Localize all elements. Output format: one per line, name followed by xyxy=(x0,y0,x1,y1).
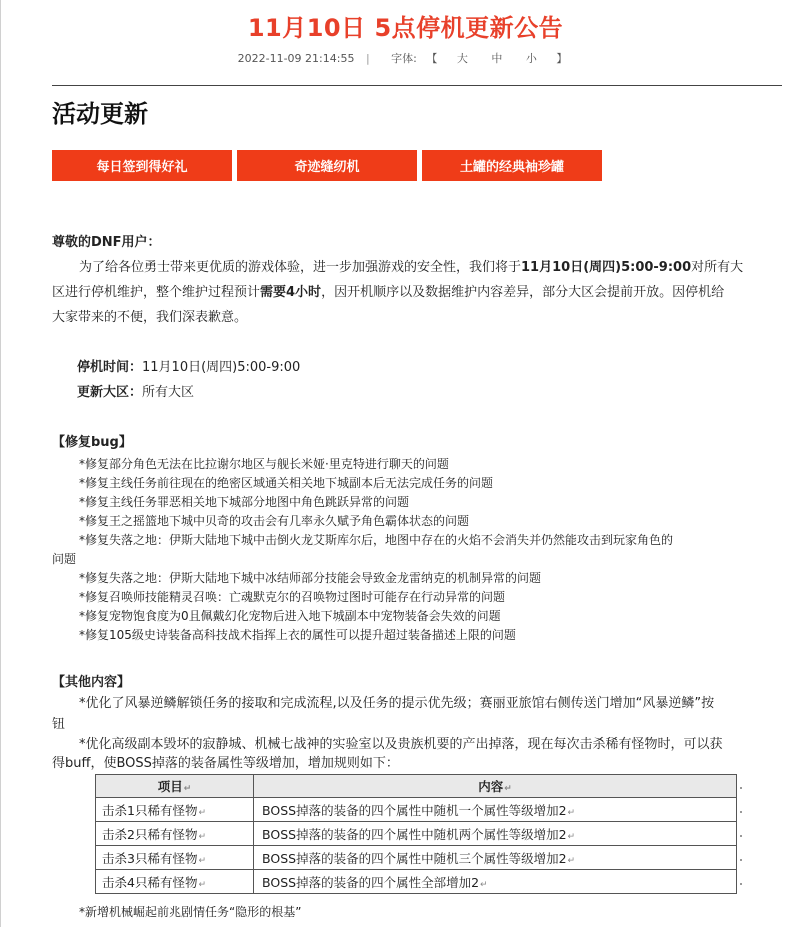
row-end-marker xyxy=(740,883,742,885)
notice-text: 大家带来的不便，我们深表歉意。 xyxy=(52,310,248,325)
paragraph-mark: ↵ xyxy=(198,807,207,818)
list-item: *修复部分角色无法在比拉谢尔地区与舰长米娅·里克特进行聊天的问题 xyxy=(79,457,449,471)
table-cell xyxy=(254,870,737,894)
list-item: *修复失落之地：伊斯大陆地下城中击倒火龙艾斯库尔后，地图中存在的火焰不会消失并仍然能攻击到玩家角色的 xyxy=(79,533,674,547)
table-row xyxy=(96,822,737,846)
table-header-label: 项目 xyxy=(157,779,183,794)
table-cell xyxy=(254,846,737,870)
bracket-open: 【 xyxy=(426,52,438,65)
publish-date: 2022-11-09 21:14:55 xyxy=(237,52,355,65)
cell-text: BOSS掉落的装备的四个属性中随机两个属性等级增加2 xyxy=(262,826,567,842)
table-cell xyxy=(254,798,737,822)
list-item: *修复宠物饱食度为0且佩戴幻化宠物后进入地下城副本中宠物装备会失效的问题 xyxy=(79,609,501,623)
table-cell xyxy=(254,822,737,846)
paragraph-mark: ↵ xyxy=(567,831,576,842)
paragraph-mark: ↵ xyxy=(198,855,207,866)
table-row xyxy=(96,846,737,870)
notice-text: 区进行停机维护，整个维护过程预计 xyxy=(52,285,261,300)
paragraph-mark: ↵ xyxy=(198,831,207,842)
cell-text: BOSS掉落的装备的四个属性全部增加2 xyxy=(262,874,480,890)
font-size-small-link[interactable]: 小 xyxy=(525,52,537,65)
notice-text: 对所有大 xyxy=(691,260,744,275)
list-item: *修复主线任务前往现在的绝密区域通关相关地下城副本后无法完成任务的问题 xyxy=(79,476,494,490)
region-row xyxy=(77,380,194,405)
notice-text: ，因开机顺序以及数据维护内容差异，部分大区会提前开放。因停机给 xyxy=(321,285,725,300)
table-row xyxy=(96,798,737,822)
downtime-label: 停机时间： xyxy=(77,360,143,375)
activity-heading: 活动更新 xyxy=(52,100,148,128)
paragraph-mark: ↵ xyxy=(480,879,488,890)
daily-signin-button[interactable]: 每日签到得好礼 xyxy=(52,150,232,181)
notice-duration-bold: 需要4小时 xyxy=(260,285,322,300)
row-end-marker xyxy=(740,859,742,861)
bracket-close: 】 xyxy=(556,52,568,65)
paragraph-mark: ↵ xyxy=(183,784,192,794)
table-header xyxy=(254,775,737,798)
footer-note: *新增机械崛起前兆剧情任务“隐形的根基” xyxy=(79,905,302,919)
paragraph-mark: ↵ xyxy=(504,784,512,794)
cell-text: 击杀2只稀有怪物 xyxy=(102,826,198,842)
cell-text: 击杀3只稀有怪物 xyxy=(102,850,198,866)
table-row xyxy=(96,870,737,894)
table-cell xyxy=(96,870,254,894)
list-item: *修复召唤师技能精灵召唤：亡魂默克尔的召唤物过图时可能存在行动异常的问题 xyxy=(79,590,506,604)
table-header xyxy=(96,775,254,798)
other-paragraph-1 xyxy=(52,693,714,735)
row-end-marker xyxy=(740,835,742,837)
page-left-border xyxy=(0,0,1,927)
list-item: *修复王之摇篮地下城中贝奇的攻击会有几率永久赋予角色霸体状态的问题 xyxy=(79,514,470,528)
cell-text: 击杀4只稀有怪物 xyxy=(102,874,198,890)
fix-bug-list xyxy=(52,455,673,645)
paragraph-mark: ↵ xyxy=(567,855,576,866)
other-text: *优化高级副本毁坏的寂静城、机械七战神的实验室以及贵族机要的产出掉落，现在每次击杀稀有怪物时，可以获 xyxy=(79,737,723,752)
row-end-marker xyxy=(740,811,742,813)
table-cell xyxy=(96,798,254,822)
cell-text: 击杀1只稀有怪物 xyxy=(102,802,198,818)
region-value: 所有大区 xyxy=(142,385,195,400)
other-heading: 【其他内容】 xyxy=(52,675,131,690)
header-divider xyxy=(52,85,782,86)
cell-text: BOSS掉落的装备的四个属性中随机三个属性等级增加2 xyxy=(262,850,567,866)
notice-text: 为了给各位勇士带来更优质的游戏体验，进一步加强游戏的安全性，我们将于 xyxy=(79,260,522,275)
other-paragraph-2 xyxy=(52,735,723,773)
list-item-wrap: 问题 xyxy=(52,552,77,566)
other-text: 钮 xyxy=(52,717,66,732)
table-header-row xyxy=(96,775,737,798)
downtime-value: 11月10日(周四)5:00-9:00 xyxy=(142,360,301,375)
list-item: *修复105级史诗装备高科技战术指挥上衣的属性可以提升超过装备描述上限的问题 xyxy=(79,628,516,642)
list-item: *修复主线任务罪恶相关地下城部分地图中角色跳跃异常的问题 xyxy=(79,495,410,509)
notice-time-bold: 11月10日(周四)5:00-9:00 xyxy=(521,260,692,275)
greeting: 尊敬的DNF用户： xyxy=(52,235,161,250)
font-size-large-link[interactable]: 大 xyxy=(456,52,468,65)
table-header-label: 内容 xyxy=(478,779,504,794)
paragraph-mark: ↵ xyxy=(567,807,576,818)
table-cell xyxy=(96,822,254,846)
cell-text: BOSS掉落的装备的四个属性中随机一个属性等级增加2 xyxy=(262,802,567,818)
table-cell xyxy=(96,846,254,870)
article-meta xyxy=(0,50,811,66)
other-text: *优化了风暴逆鳞解锁任务的接取和完成流程,以及任务的提示优先级；赛丽亚旅馆右侧传送门增加“风暴逆鳞”按 xyxy=(79,696,715,711)
row-end-marker xyxy=(740,787,742,789)
paragraph-mark: ↵ xyxy=(198,879,207,890)
font-size-medium-link[interactable]: 中 xyxy=(491,52,503,65)
sewing-machine-button[interactable]: 奇迹缝纫机 xyxy=(237,150,417,181)
article-title: 11月10日 5点停机更新公告 xyxy=(247,14,564,42)
pocket-jar-button[interactable]: 土罐的经典袖珍罐 xyxy=(422,150,602,181)
notice-paragraph xyxy=(52,255,743,330)
fix-bug-heading: 【修复bug】 xyxy=(52,435,132,450)
boss-bonus-table xyxy=(95,774,737,894)
downtime-row xyxy=(77,355,300,380)
meta-separator: | xyxy=(365,52,370,65)
font-size-label: 字体: xyxy=(391,52,417,65)
list-item: *修复失落之地：伊斯大陆地下城中冰结师部分技能会导致金龙雷纳克的机制异常的问题 xyxy=(79,571,542,585)
region-label: 更新大区： xyxy=(77,385,143,400)
other-text: 得buff，使BOSS掉落的装备属性等级增加，增加规则如下： xyxy=(52,756,399,771)
